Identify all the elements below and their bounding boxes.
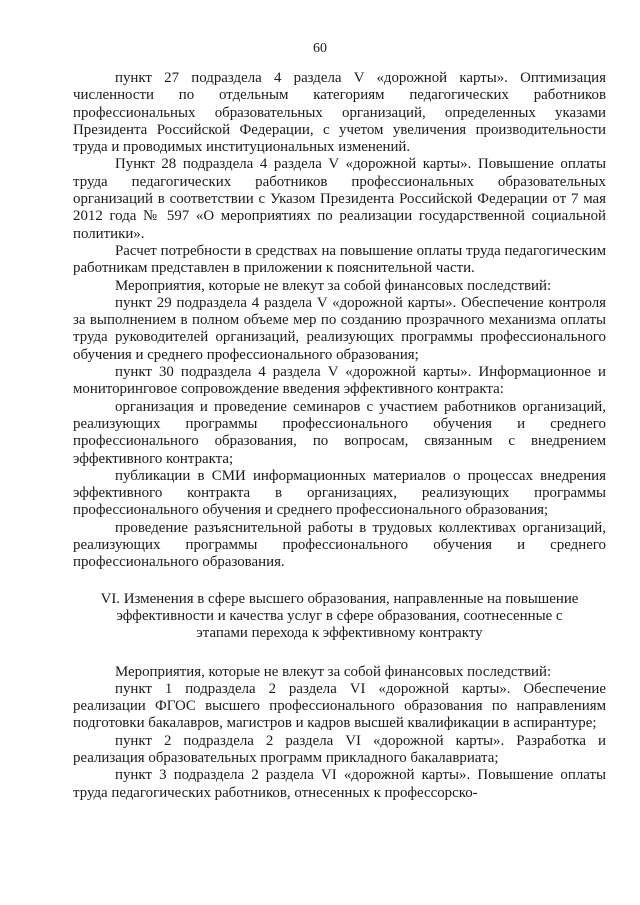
document-body (73, 70, 606, 802)
paragraph-no-financial-consequences: Мероприятия, которые не влекут за собой финансовых последствий: (115, 277, 552, 294)
paragraph-section-6-item-3: пункт 3 подраздела 2 раздела VI «дорожной карты». Повышение оплаты труда педагогических работников, отнесенных к профессорско- (73, 767, 606, 801)
paragraph-section-6-item-2: пункт 2 подраздела 2 раздела VI «дорожной карты». Разработка и реализация образовательных программ прикладного бакалавриата; (73, 732, 606, 766)
paragraph-item-29: пункт 29 подраздела 4 раздела V «дорожной карты». Обеспечение контроля за выполнением в полном объеме мер по созданию прозрачного механизма оплаты труда руководителей организаций, реализующих программы профессионального обучения и среднего профессионального образования; (73, 294, 606, 363)
paragraph-no-financial-consequences-section-6: Мероприятия, которые не влекут за собой финансовых последствий: (115, 663, 552, 680)
paragraph-item-30: пункт 30 подраздела 4 раздела V «дорожной карты». Информационное и мониторинговое сопровождение введения эффективного контракта: (73, 364, 606, 398)
paragraph-funding-calculation: Расчет потребности в средствах на повышение оплаты труда педагогическим работникам представлен в приложении к пояснительной части. (73, 242, 606, 277)
section-heading: VI. Изменения в сфере высшего образования, направленные на повышение эффективности и качества услуг в сфере образования, соотнесенные с этапами перехода к эффективному контракту (100, 590, 579, 642)
paragraph-media-publications: публикации в СМИ информационных материалов о процессах внедрения эффективного контракта в организациях, реализующих программы профессионального обучения и среднего профессионального образования; (73, 467, 606, 519)
page-number: 60 (313, 41, 327, 56)
paragraph-section-6-item-1: пункт 1 подраздела 2 раздела VI «дорожной карты». Обеспечение реализации ФГОС высшего профессионального образования по направлениям подготовки бакалавров, магистров и кадров высшей квалификации в аспирантуре; (73, 680, 606, 732)
paragraph-item-27: пункт 27 подраздела 4 раздела V «дорожной карты». Оптимизация численности по отдельным категориям педагогических работников профессиональных образовательных организаций, определенных указами Президента Российской Федерации, с учетом увеличения производительности труда и проводимых институциональных изменений. (73, 70, 606, 156)
paragraph-item-28: Пункт 28 подраздела 4 раздела V «дорожной карты». Повышение оплаты труда педагогических работников профессиональных образовательных организаций в соответствии с Указом Президента Российской Федерации от 7 мая 2012 года № 597 «О мероприятиях по реализации государственной социальной политики». (73, 156, 606, 242)
paragraph-explanatory-work: проведение разъяснительной работы в трудовых коллективах организаций, реализующих программы профессионального обучения и среднего профессионального образования. (73, 519, 606, 571)
paragraph-seminars: организация и проведение семинаров с участием работников организаций, реализующих программы профессионального обучения и среднего профессионального образования, по вопросам, связанным с внедрением эффективного контракта; (73, 398, 606, 467)
